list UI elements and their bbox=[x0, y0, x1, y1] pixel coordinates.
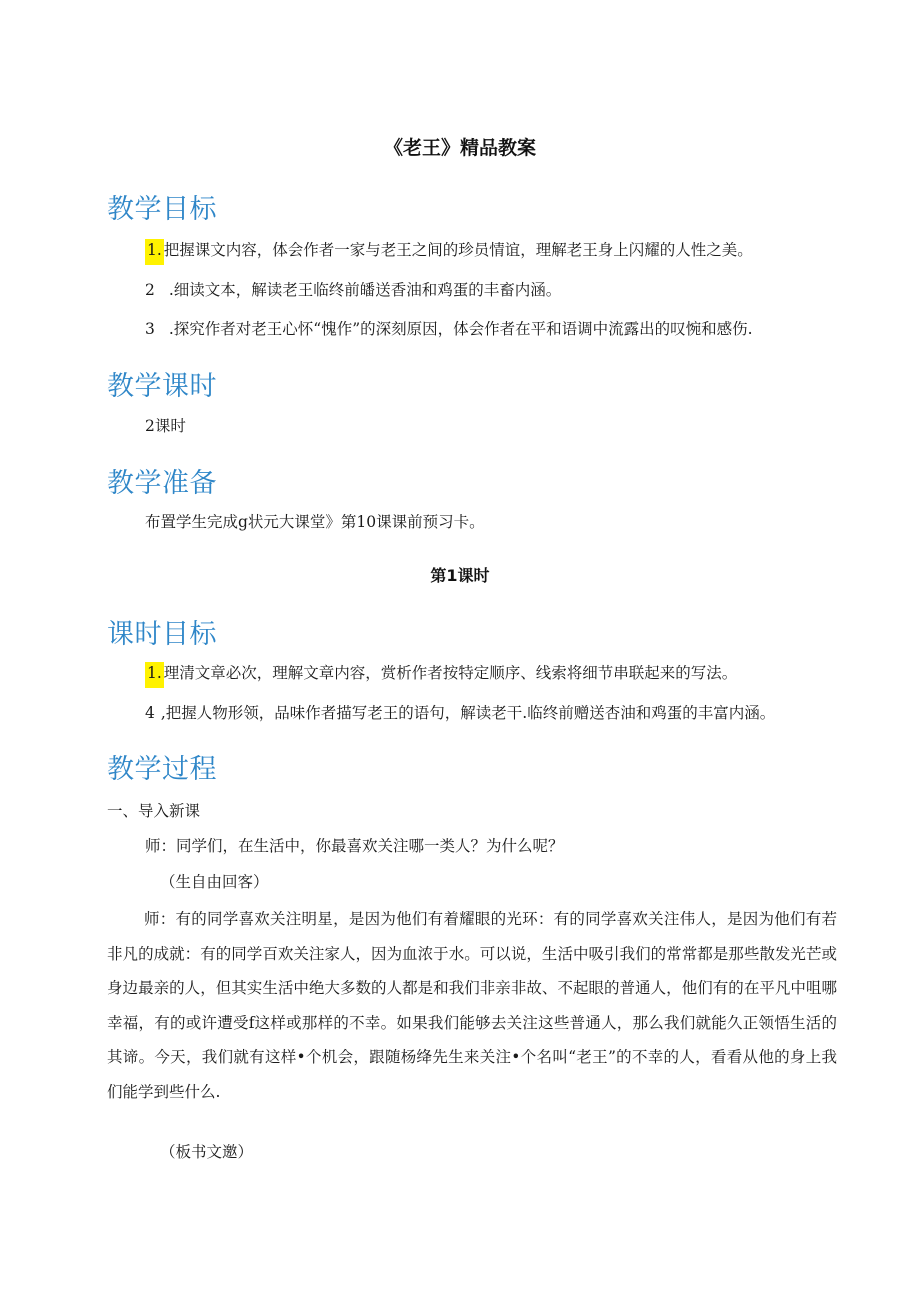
lesson-goal-item-1-number: 1. bbox=[145, 662, 164, 688]
intro-label: 一、导入新课 bbox=[107, 802, 201, 820]
heading-lesson-goals: 课时目标 bbox=[107, 619, 217, 650]
goal-item-1-number: 1. bbox=[145, 239, 164, 265]
page-title: 《老王》精品教案 bbox=[383, 137, 536, 159]
goal-item-2-number: 2 bbox=[145, 281, 155, 299]
teaching-prep-text: 布置学生完成g状元大课堂》第10课课前预习卡。 bbox=[145, 513, 485, 531]
heading-teaching-hours: 教学课时 bbox=[107, 371, 217, 402]
goal-item-1-text: 把握课文内容，体会作者一家与老王之间的珍员情谊，理解老王身上闪耀的人性之美。 bbox=[163, 241, 753, 259]
lesson-goal-item-1 bbox=[145, 661, 737, 688]
goal-item-2-text: .细读文本，解读老王临终前皤送香油和鸡蛋的丰畜内涵。 bbox=[168, 281, 562, 299]
goal-item-3-text: .探究作者对老王心怀“愧作”的深刻原因，体会作者在平和语调中流露出的叹惋和感伤. bbox=[168, 320, 753, 338]
heading-teaching-goals: 教学目标 bbox=[107, 194, 217, 225]
heading-teaching-process: 教学过程 bbox=[107, 754, 217, 785]
board-note: （板书文邀） bbox=[160, 1143, 254, 1161]
teacher-question: 师：同学们，在生活中，你最喜欢关注哪一类人？为什么呢？ bbox=[145, 837, 564, 855]
lesson-goal-item-2 bbox=[145, 701, 775, 723]
teacher-paragraph: 师：有的同学喜欢关注明星，是因为他们有着耀眼的光环：有的同学喜欢关注伟人，是因为他们有若非凡的成就：有的同学百欢关注家人，因为血浓于水。可以说，生活中吸引我们的常常都是那些散发光芒或身边最亲的人，但其实生活中绝大多数的人都是和我们非亲非故、不起眼的普通人，他们有的在平凡中咀哪幸福，有的或许遭受f这样或那样的不幸。如果我们能够去关注这些普通人，那么我们就能久正领悟生活的其谛。今天，我们就有这样•个机会，跟随杨绛先生来关注•个名叫“老王”的不幸的人，看看从他的身上我们能学到些什么. bbox=[107, 910, 837, 1101]
teaching-hours-text: 2课时 bbox=[145, 417, 186, 435]
lesson-title: 第1课时 bbox=[430, 566, 490, 585]
heading-teaching-prep: 教学准备 bbox=[107, 468, 217, 499]
lesson-goal-item-2-number: 4 bbox=[145, 704, 155, 722]
goal-item-3 bbox=[145, 317, 753, 339]
lesson-goal-item-1-text: 理清文章必次，理解文章内容，赏析作者按特定顺序、线索将细节串联起来的写法。 bbox=[163, 664, 738, 682]
student-note: （生自由回客） bbox=[160, 873, 269, 891]
goal-item-3-number: 3 bbox=[145, 320, 155, 338]
goal-item-2 bbox=[145, 278, 561, 300]
goal-item-1 bbox=[145, 238, 753, 265]
lesson-goal-item-2-text: ,把握人物形领，品味作者描写老王的语句，解读老干.临终前赠送杏油和鸡蛋的丰富内涵。 bbox=[160, 704, 776, 722]
